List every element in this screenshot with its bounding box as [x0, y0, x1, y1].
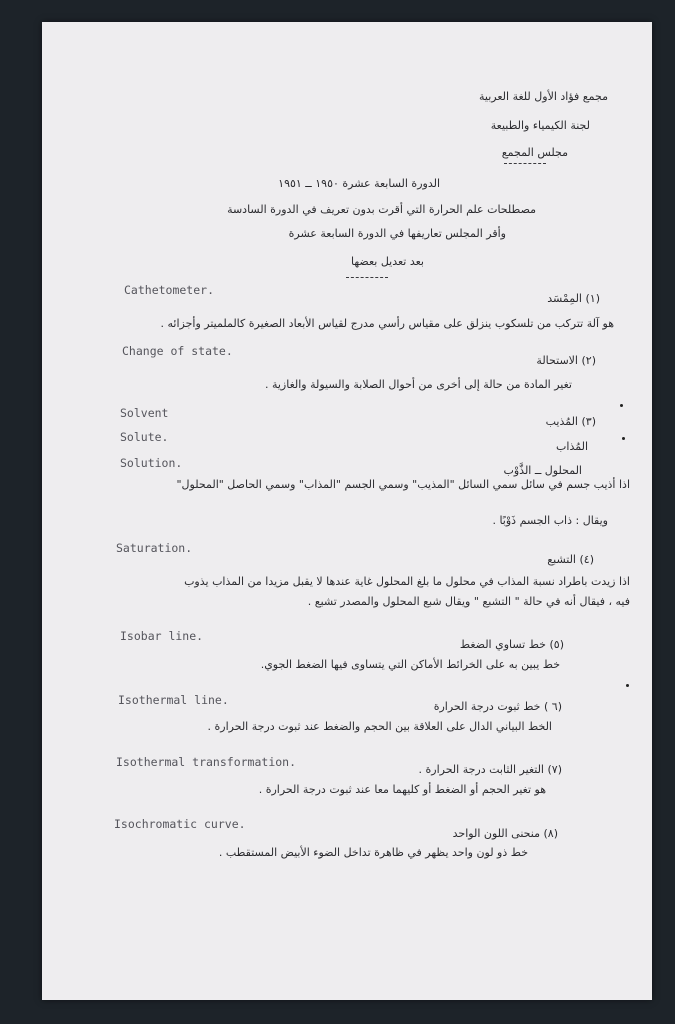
term-definition: هو آلة تتركب من تلسكوب ينزلق على مقياس رأسي مدرج لقياس الأبعاد الصغيرة كالملميتر وأجزائه . — [160, 317, 614, 330]
term-english: Solution. — [120, 456, 183, 470]
term-arabic: المحلول ــ الذَّوْب — [503, 464, 582, 477]
header-committee: لجنة الكيمياء والطبيعة — [490, 119, 590, 132]
session-title: الدورة السابعة عشرة ١٩٥٠ ــ ١٩٥١ — [278, 177, 440, 190]
term-arabic: (٣) المُذيب — [545, 415, 596, 428]
document-page — [42, 22, 652, 1000]
term-definition: الخط البياني الدال على العلاقة بين الحجم والضغط عند ثبوت درجة الحرارة . — [207, 720, 552, 733]
term-definition-cont: فيه ، فيقال أنه في حالة " التشبع " ويقال شبع المحلول والمصدر تشبع . — [307, 595, 630, 608]
header-academy: مجمع فؤاد الأول للغة العربية — [479, 90, 608, 103]
term-definition: تغير المادة من حالة إلى أخرى من أحوال الصلابة والسيولة والغازية . — [264, 378, 572, 391]
term-definition-cont: ويقال : ذاب الجسم ذَوْبًا . — [492, 514, 608, 527]
term-english: Solute. — [120, 430, 169, 444]
term-definition: هو تغير الحجم أو الضغط أو كليهما معا عند ثبوت درجة الحرارة . — [258, 783, 546, 796]
header-council: مجلس المجمع — [501, 146, 568, 159]
term-english: Isothermal line. — [118, 693, 229, 707]
ink-dot — [622, 437, 625, 440]
term-arabic: (١) المِمْسَد — [547, 292, 600, 305]
term-arabic: المُذاب — [556, 440, 588, 453]
term-arabic: (٧) التغير الثابت درجة الحرارة . — [418, 763, 562, 776]
term-definition: اذا أذيب جسم في سائل سمي السائل "المذيب" وسمي الجسم "المذاب" وسمي الحاصل "المحلول" — [176, 478, 630, 491]
term-english: Isobar line. — [120, 629, 204, 643]
term-arabic: (٨) منحنى اللون الواحد — [452, 827, 558, 840]
term-definition: اذا زيدت باطراد نسبة المذاب في محلول ما بلغ المحلول غاية عندها لا يقبل مزيدا من المذاب يذوب — [184, 575, 630, 588]
session-line-2: وأقر المجلس تعاريفها في الدورة السابعة عشرة — [288, 227, 506, 240]
term-arabic: (٦ ) خط ثبوت درجة الحرارة — [433, 700, 562, 713]
session-underline — [346, 277, 388, 278]
term-english: Isothermal transformation. — [116, 755, 297, 769]
term-english: Saturation. — [116, 541, 193, 555]
term-english: Solvent — [120, 406, 169, 420]
ink-dot — [620, 404, 623, 407]
session-line-3: بعد تعديل بعضها — [351, 255, 424, 268]
term-arabic: (٥) خط تساوي الضغط — [459, 638, 564, 651]
term-english: Cathetometer. — [124, 283, 215, 297]
term-english: Change of state. — [122, 344, 233, 358]
term-definition: خط ذو لون واحد يظهر في ظاهرة تداخل الضوء الأبيض المستقطب . — [218, 846, 528, 859]
header-underline — [504, 163, 546, 164]
term-english: Isochromatic curve. — [114, 817, 246, 831]
session-line-1: مصطلحات علم الحرارة التي أقرت بدون تعريف في الدورة السادسة — [227, 203, 536, 216]
ink-dot — [626, 684, 629, 687]
term-arabic: (٢) الاستحالة — [536, 354, 596, 367]
term-arabic: (٤) التشبع — [547, 553, 594, 566]
term-definition: خط يبين به على الخرائط الأماكن التي يتساوى فيها الضغط الجوي. — [260, 658, 560, 671]
